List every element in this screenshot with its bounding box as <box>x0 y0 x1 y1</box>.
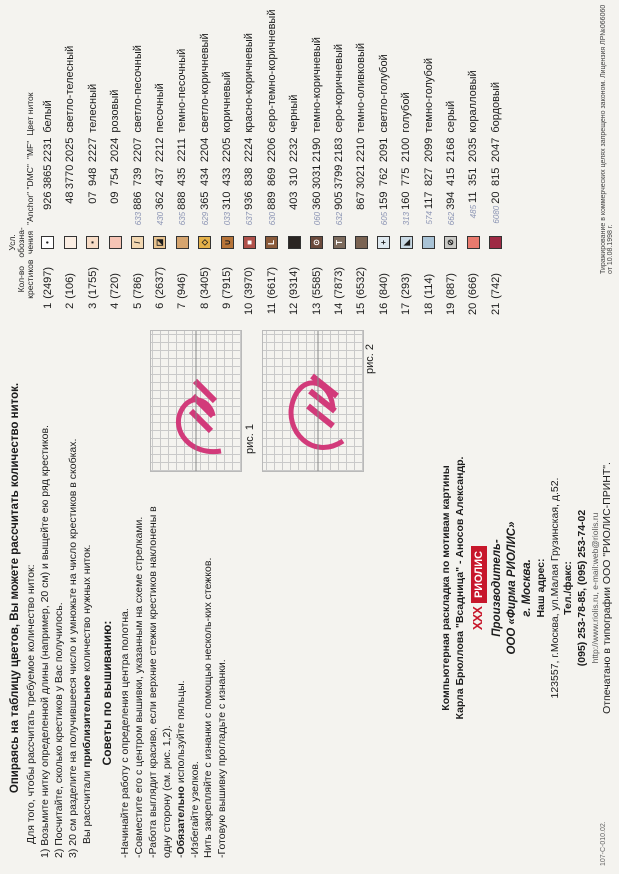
thread-color-name: серый <box>444 100 457 133</box>
symbol-cell <box>417 226 439 258</box>
stitch-count: (6532) <box>355 266 368 299</box>
color-swatch: / <box>131 236 144 249</box>
handwritten-note: 6080 <box>491 205 501 224</box>
thread-color-name: светло-телесный <box>64 45 77 133</box>
stitch-count: (293) <box>400 273 413 299</box>
stitch-count: (6617) <box>265 266 278 299</box>
color-swatch <box>109 236 122 249</box>
symbol-cell <box>283 226 305 258</box>
anchor-code: 160 <box>400 191 413 210</box>
symbol-cell <box>328 226 350 258</box>
thread-table <box>8 9 507 316</box>
col-mf: "MF" <box>24 140 35 160</box>
table-row <box>373 9 395 316</box>
table-row <box>395 9 417 316</box>
handwritten-note: 605 <box>379 211 389 226</box>
anchor-code: 403 <box>288 191 301 210</box>
thread-color-name: темно-коричневый <box>310 37 323 133</box>
mf-code: 2227 <box>86 137 99 163</box>
step-3: 3) 20 см разделите на получившееся число и умножьте на число крестиков в скобках. <box>66 438 79 858</box>
mf-code: 2190 <box>310 137 323 163</box>
table-row <box>149 9 171 316</box>
row-number: 12 <box>288 302 301 315</box>
color-swatch: ◣ <box>400 236 413 249</box>
row-number: 18 <box>422 302 435 315</box>
color-swatch: + <box>377 236 390 249</box>
dmc-code: 310 <box>288 167 301 187</box>
closing-text: Вы рассчитали приблизительное количество нужных ниток. <box>80 544 93 844</box>
mf-code: 2035 <box>467 137 480 163</box>
dmc-code: 869 <box>265 167 278 187</box>
anchor-code: 867 <box>355 191 368 210</box>
stitch-count: (2497) <box>41 266 54 299</box>
table-row <box>305 9 327 316</box>
stitch-count: (840) <box>377 273 390 299</box>
mf-code: 2207 <box>131 137 144 163</box>
dmc-code: 3799 <box>333 164 346 190</box>
anchor-code: 360 <box>310 191 323 210</box>
stitch-count: (9314) <box>288 266 301 299</box>
color-swatch <box>288 236 301 249</box>
handwritten-note: 637 <box>245 211 255 226</box>
tips-title: Советы по вышиванию: <box>100 620 115 766</box>
symbol-cell <box>126 226 148 258</box>
anchor-cell <box>440 191 462 227</box>
dmc-code: 827 <box>422 167 435 187</box>
symbol-cell <box>261 226 283 258</box>
anchor-code: 117 <box>422 191 435 210</box>
thread-color-name: бордовый <box>489 81 502 133</box>
thread-color-name: телесный <box>86 83 99 133</box>
anchor-code: 905 <box>333 191 346 210</box>
anchor-cell <box>216 191 238 227</box>
table-row <box>417 9 439 316</box>
row-number: 9 <box>221 302 234 309</box>
table-row <box>261 9 283 316</box>
row-number: 8 <box>198 302 211 309</box>
symbol-cell <box>238 226 260 258</box>
tip-item: -Обязательно используйте пяльцы. <box>174 680 187 858</box>
stitch-count: (742) <box>489 273 502 299</box>
stitch-count: (106) <box>64 273 77 299</box>
stitch-count: (946) <box>176 273 189 299</box>
document-code: 107-С-010.02. <box>600 821 607 866</box>
anchor-code: 886 <box>131 191 144 210</box>
color-swatch: ■ <box>243 236 256 249</box>
mf-code: 2204 <box>198 137 211 163</box>
col-count: Кол-во крестиков <box>15 259 35 299</box>
dmc-code: 948 <box>86 167 99 187</box>
handwritten-note: 630 <box>267 211 277 226</box>
mf-code: 2232 <box>288 137 301 163</box>
anchor-cell <box>59 191 81 227</box>
dmc-code: 435 <box>176 167 189 187</box>
mf-code: 2212 <box>153 137 166 163</box>
tip-item: -Избегайте узелков. <box>188 761 201 858</box>
stitch-count: (1755) <box>86 266 99 299</box>
credits-block <box>440 318 614 858</box>
col-symbol: Усл. обозна- чения <box>7 227 35 258</box>
symbol-cell <box>149 226 171 258</box>
logo-text: РИОЛИС <box>471 546 487 603</box>
anchor-cell <box>283 191 305 227</box>
anchor-cell <box>373 191 395 227</box>
mf-code: 2047 <box>489 137 502 163</box>
stitch-count: (2637) <box>153 266 166 299</box>
dmc-code: 775 <box>400 167 413 187</box>
stitch-count: (666) <box>467 273 480 299</box>
mf-code: 2025 <box>64 137 77 163</box>
table-row <box>126 9 148 316</box>
step-2: 2) Посчитайте, сколько крестиков у Вас получилось. <box>52 602 65 858</box>
color-swatch: ∪ <box>221 236 234 249</box>
symbol-cell <box>350 226 372 258</box>
dmc-code: 739 <box>131 167 144 187</box>
anchor-code: 365 <box>198 191 211 210</box>
anchor-code: 310 <box>221 191 234 210</box>
handwritten-note: 313 <box>402 211 412 226</box>
thread-color-name: светло-голубой <box>377 54 390 133</box>
stitch-count: (7873) <box>333 266 346 299</box>
producer-label: Производитель- <box>491 539 504 637</box>
symbol-cell <box>462 226 484 258</box>
table-row <box>59 9 81 316</box>
handwritten-note: 485 <box>469 204 479 219</box>
table-row <box>82 9 104 316</box>
color-swatch: ◪ <box>153 236 166 249</box>
anchor-code: 09 <box>109 191 122 204</box>
tip-item: -Готовую вышивку прогладьте с изнанки. <box>216 659 229 858</box>
step-1: 1) Возьмите нитку определенной длины (например, 20 см) и выщейте ею ряд крестиков. <box>39 425 52 858</box>
stitch-count: (3970) <box>243 266 256 299</box>
phone-title: Тел./факс: <box>562 561 575 615</box>
row-number: 11 <box>265 302 278 315</box>
anchor-cell <box>171 191 193 227</box>
dmc-code: 3865 <box>41 164 54 190</box>
mf-code: 2206 <box>265 137 278 163</box>
color-swatch: ⊘ <box>444 236 457 249</box>
printed-note: Отпечатано в типографии ООО "РИОЛИС-ПРИНТ". <box>600 462 613 714</box>
credits-line-2: Карла Брюллова "Всадница" - Аносов Александр. <box>453 456 466 720</box>
row-number: 16 <box>377 302 390 315</box>
symbol-cell <box>82 226 104 258</box>
row-number: 17 <box>400 302 413 315</box>
anchor-code: 394 <box>444 191 457 210</box>
table-row <box>485 9 507 316</box>
anchor-code: 159 <box>377 191 390 210</box>
tip-item: -Начинайте работу с определения центра полотна. <box>119 608 132 858</box>
color-swatch: ⊙ <box>310 236 323 249</box>
stitch-count: (887) <box>444 273 457 299</box>
row-number: 4 <box>109 302 122 309</box>
row-number: 7 <box>176 302 189 309</box>
dmc-code: 351 <box>467 167 480 187</box>
anchor-cell <box>104 191 126 227</box>
stitch-count: (720) <box>109 273 122 299</box>
table-row <box>462 9 484 316</box>
col-dmc: "DMC" <box>24 164 35 190</box>
table-row <box>171 9 193 316</box>
stitch-diagram-1-drawing <box>151 331 241 471</box>
anchor-cell <box>194 191 216 227</box>
table-header-row <box>8 9 37 316</box>
dmc-code: 762 <box>377 167 390 187</box>
symbol-cell <box>104 226 126 258</box>
thread-color-name: коралловый <box>467 70 480 133</box>
anchor-code: 926 <box>41 191 54 210</box>
license-footer: Тиражирование в коммерческих целях запрещено законом. Лицензия ЛР№066060 от 10.08.1998 г. <box>600 4 614 274</box>
logo-mark: XXX <box>470 607 486 631</box>
anchor-code: 20 <box>489 191 502 204</box>
table-row <box>328 9 350 316</box>
row-number: 5 <box>131 302 144 309</box>
color-swatch: • <box>41 236 54 249</box>
thread-color-name: розовый <box>109 89 122 133</box>
handwritten-note: 060 <box>312 211 322 226</box>
fig2-label: рис. 2 <box>364 344 376 374</box>
stitch-count: (786) <box>131 273 144 299</box>
tip-item: Нить закрепляйте с изнанки с помощью несколь-ких стежков. <box>202 557 215 858</box>
symbol-cell <box>216 226 238 258</box>
anchor-cell <box>485 191 507 227</box>
stitch-diagram-2-drawing <box>263 331 363 471</box>
mf-code: 2205 <box>221 137 234 163</box>
thread-color-name: голубой <box>400 92 413 133</box>
symbol-cell <box>59 226 81 258</box>
dmc-code: 815 <box>489 167 502 187</box>
row-number: 6 <box>153 302 166 309</box>
dmc-code: 433 <box>221 167 234 187</box>
phones: (095) 253-78-85, (095) 253-74-02 <box>575 509 588 667</box>
anchor-cell <box>149 191 171 227</box>
dmc-code: 437 <box>153 167 166 187</box>
handwritten-note: 632 <box>335 211 345 226</box>
anchor-cell <box>261 191 283 227</box>
stitch-count: (5585) <box>310 266 323 299</box>
thread-color-name: серо-коричневый <box>333 43 346 133</box>
color-swatch: T <box>333 236 346 249</box>
table-row <box>194 9 216 316</box>
table-row <box>104 9 126 316</box>
anchor-code: 362 <box>153 191 166 210</box>
stitch-count: (3405) <box>198 266 211 299</box>
row-number: 2 <box>64 302 77 309</box>
color-swatch <box>467 236 480 249</box>
symbol-cell <box>37 226 59 258</box>
dmc-code: 754 <box>109 167 122 187</box>
riolis-logo <box>470 546 487 630</box>
thread-table-block <box>8 11 507 316</box>
color-swatch: ▪ <box>86 236 99 249</box>
row-number: 19 <box>444 302 457 315</box>
symbol-cell <box>373 226 395 258</box>
company-name: ООО «Фирма РИОЛИС» <box>506 521 519 655</box>
row-number: 1 <box>41 302 54 309</box>
row-number: 3 <box>86 302 99 309</box>
mf-code: 2231 <box>41 137 54 163</box>
handwritten-note: 662 <box>446 211 456 226</box>
anchor-cell <box>328 191 350 227</box>
thread-color-name: красно-коричневый <box>243 33 256 133</box>
anchor-code: 48 <box>64 191 77 204</box>
thread-color-name: темно-песочный <box>176 48 189 133</box>
dmc-code: 3021 <box>355 164 368 190</box>
col-color: Цвет ниток <box>24 92 35 136</box>
row-number: 13 <box>310 302 323 315</box>
table-row <box>440 9 462 316</box>
symbol-cell <box>171 226 193 258</box>
dmc-code: 415 <box>444 167 457 187</box>
anchor-code: 889 <box>265 191 278 210</box>
anchor-cell <box>305 191 327 227</box>
company-city: г. Москва. <box>521 559 534 617</box>
anchor-cell <box>37 191 59 227</box>
fig1-label: рис. 1 <box>244 424 256 454</box>
anchor-cell <box>82 191 104 227</box>
color-swatch: L <box>265 236 278 249</box>
credits-line-1: Компьютерная раскладка по мотивам картины <box>440 465 452 711</box>
handwritten-note: 629 <box>200 211 210 226</box>
mf-code: 2099 <box>422 137 435 163</box>
row-number: 20 <box>467 302 480 315</box>
handwritten-note: 574 <box>424 211 434 225</box>
mf-code: 2168 <box>444 137 457 163</box>
color-swatch <box>176 236 189 249</box>
table-row <box>283 9 305 316</box>
anchor-cell <box>462 191 484 227</box>
mf-code: 2183 <box>333 137 346 163</box>
symbol-cell <box>440 226 462 258</box>
thread-color-name: темно-оливковый <box>355 42 368 133</box>
symbol-cell <box>485 226 507 258</box>
stitch-count: (114) <box>422 273 435 299</box>
web-link[interactable]: http://www.riolis.ru, e-mail:web@riolis.ru <box>589 512 600 664</box>
address: 123557, г.Москва, ул.Малая Грузинская, д.52. <box>548 477 561 699</box>
thread-color-name: серо-темно-коричневый <box>265 9 278 133</box>
anchor-cell <box>238 191 260 227</box>
dmc-code: 434 <box>198 167 211 187</box>
anchor-cell <box>350 191 372 227</box>
col-number <box>8 300 37 316</box>
stitch-count: (7915) <box>221 266 234 299</box>
col-anchor: "Anchor" <box>24 191 35 225</box>
anchor-cell <box>417 191 439 227</box>
handwritten-note: 635 <box>178 211 188 226</box>
color-swatch <box>489 236 502 249</box>
page-title: Опираясь на таблицу цветов, Вы можете рассчитать количество ниток. <box>9 382 21 794</box>
handwritten-note: 033 <box>223 211 233 226</box>
intro-text: Для того, чтобы рассчитать требуемое количество ниток: <box>25 564 38 844</box>
tip-item: -Работа выглядит красиво, если верхние стежки крестиков наклонены в одну сторону (см. рис. 1,2). <box>147 506 173 858</box>
color-swatch: ◇ <box>198 236 211 249</box>
thread-color-name: коричневый <box>221 71 234 133</box>
dmc-code: 838 <box>243 167 256 187</box>
anchor-cell <box>395 191 417 227</box>
symbol-cell <box>194 226 216 258</box>
dmc-code: 3770 <box>64 164 77 190</box>
symbol-cell <box>395 226 417 258</box>
row-number: 10 <box>243 302 256 315</box>
address-title: Наш адрес: <box>534 558 547 618</box>
mf-code: 2024 <box>109 137 122 163</box>
thread-color-name: песочный <box>153 83 166 133</box>
stitch-diagram-1 <box>150 330 242 472</box>
handwritten-note: 430 <box>155 211 165 226</box>
mf-code: 2091 <box>377 137 390 163</box>
color-swatch <box>422 236 435 249</box>
color-swatch <box>64 236 77 249</box>
thread-color-name: светло-коричневый <box>198 33 211 133</box>
anchor-code: 936 <box>243 191 256 210</box>
stitch-diagram-2 <box>262 330 364 472</box>
table-row <box>350 9 372 316</box>
tips-list <box>119 498 230 858</box>
color-swatch <box>355 236 368 249</box>
anchor-code: 888 <box>176 191 189 210</box>
dmc-code: 3031 <box>310 164 323 190</box>
thread-color-name: белый <box>41 100 54 133</box>
thread-color-name: темно-голубой <box>422 57 435 133</box>
handwritten-note: 633 <box>133 211 143 226</box>
row-number: 15 <box>355 302 368 315</box>
row-number: 14 <box>333 302 346 315</box>
symbol-cell <box>305 226 327 258</box>
row-number: 21 <box>489 302 502 315</box>
thread-color-name: черный <box>288 94 301 133</box>
mf-code: 2100 <box>400 137 413 163</box>
mf-code: 2224 <box>243 137 256 163</box>
tip-item: -Совместите его с центром вышивки, указанным на схеме стрелками. <box>133 516 146 858</box>
table-row <box>37 9 59 316</box>
anchor-code: 07 <box>86 191 99 204</box>
table-row <box>238 9 260 316</box>
anchor-code: 11 <box>467 191 480 203</box>
mf-code: 2210 <box>355 137 368 163</box>
mf-code: 2211 <box>176 138 189 162</box>
anchor-cell <box>126 191 148 227</box>
thread-color-name: светло-песочный <box>131 45 144 133</box>
table-row <box>216 9 238 316</box>
